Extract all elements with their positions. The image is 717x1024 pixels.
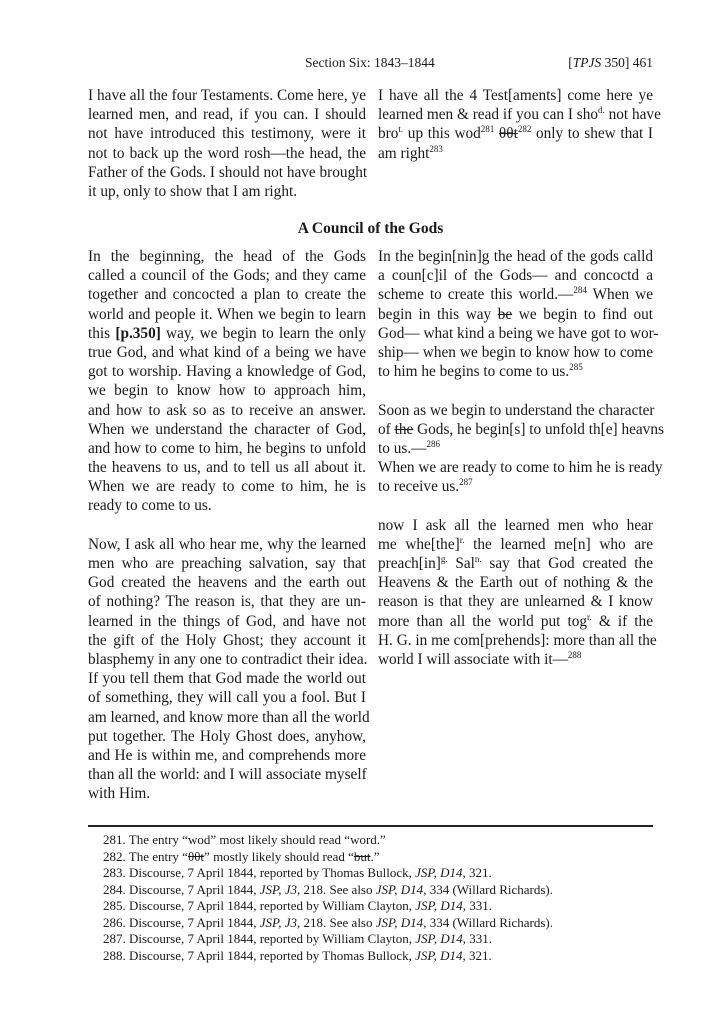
text-line xyxy=(88,362,366,381)
footnote xyxy=(103,948,553,965)
text: God created the heavens and the earth out xyxy=(88,574,366,592)
text: and how to ask so as to receive an answer. xyxy=(88,401,366,419)
text-line xyxy=(378,105,661,124)
italic-text: JSP, D14 xyxy=(415,931,463,946)
text-line xyxy=(88,688,366,707)
text: learned men, and read, if you can. I should xyxy=(88,106,366,124)
text-line xyxy=(378,247,653,266)
text-line xyxy=(88,285,366,304)
text-line xyxy=(88,305,366,324)
footnote xyxy=(103,865,553,882)
text: only to shew that I xyxy=(531,125,654,143)
text-line xyxy=(88,650,366,669)
footnote-divider xyxy=(88,825,653,827)
text-line xyxy=(378,343,653,362)
superscript: g. xyxy=(440,554,448,564)
text: H. G. in me com[prehends]: more than all the xyxy=(378,631,657,649)
superscript: t. xyxy=(398,124,404,135)
text-line xyxy=(88,708,370,727)
text: , 218. See also xyxy=(297,881,376,897)
text: When we are ready to come to him, he is xyxy=(88,478,366,496)
text: we begin to find out xyxy=(512,305,653,323)
text-line xyxy=(88,247,366,266)
paragraph xyxy=(378,86,661,163)
text: together and concocted a plan to create the xyxy=(88,286,366,304)
text: am right xyxy=(378,144,430,162)
text: Soon as we begin to understand the character xyxy=(378,401,655,419)
struck-text: the xyxy=(394,420,414,438)
text-line xyxy=(88,381,366,400)
paragraph xyxy=(378,458,663,496)
text-line xyxy=(88,631,366,650)
text: scheme to create this world.— xyxy=(378,286,574,304)
text: ” mostly likely should read “ xyxy=(204,848,354,864)
text: , 334 (Willard Richards). xyxy=(423,914,553,930)
text-line xyxy=(378,86,653,105)
text: to receive us. xyxy=(378,478,460,496)
superscript: r. xyxy=(587,611,592,622)
superscript: 281 xyxy=(480,124,495,135)
text: , 321. xyxy=(462,865,492,880)
struck-text: θθt xyxy=(187,848,205,864)
text-line xyxy=(378,266,653,285)
footnote xyxy=(103,898,553,915)
footnote xyxy=(103,915,553,932)
text: 284. Discourse, 7 April 1844, xyxy=(103,881,260,897)
text: , 321. xyxy=(462,947,492,963)
text: way, we begin to learn the only xyxy=(160,324,366,342)
text: put together. The Holy Ghost does, anyhow, xyxy=(88,727,366,745)
text-line xyxy=(88,86,366,105)
text-line xyxy=(88,727,366,746)
text: got to worship. Having a knowledge of God, xyxy=(88,363,366,381)
text: I have all the 4 Test[aments] come here ye xyxy=(378,87,653,104)
paragraph xyxy=(378,401,664,459)
text: Now, I ask all who hear me, why the learned xyxy=(88,535,366,553)
text: than all the world: and I will associate myself xyxy=(88,766,367,784)
superscript: 285 xyxy=(569,362,583,373)
text: ready to come to us. xyxy=(88,497,212,515)
text: 285. Discourse, 7 April 1844, reported by William Clayton, xyxy=(103,898,416,913)
text-line xyxy=(88,535,366,554)
paragraph xyxy=(378,247,659,381)
superscript: 282 xyxy=(517,124,532,135)
text-line xyxy=(88,592,366,611)
text-line xyxy=(378,124,653,143)
text-line xyxy=(88,439,366,458)
text-line xyxy=(88,458,366,477)
text-line xyxy=(378,285,653,304)
left-column-intro xyxy=(88,86,366,201)
superscript: 288 xyxy=(567,649,582,660)
paragraph xyxy=(88,247,366,516)
italic-text: JSP, J3 xyxy=(259,881,298,897)
text: Father of the Gods. I should not have brought xyxy=(88,163,368,181)
text: now I ask all the learned men who hear xyxy=(378,516,653,534)
text-line xyxy=(378,439,653,458)
text: 282. The entry “ xyxy=(103,848,188,864)
superscript: 283 xyxy=(429,143,443,154)
text-line xyxy=(378,362,653,381)
text-line xyxy=(88,144,366,163)
text-line xyxy=(88,496,366,515)
text-line xyxy=(88,105,366,124)
text: am learned, and know more than all the world xyxy=(88,708,370,726)
text: Heavens & the Earth out of nothing & the xyxy=(378,574,653,592)
footnote xyxy=(103,849,553,866)
text: , 331. xyxy=(462,898,492,913)
text-line xyxy=(88,477,366,496)
superscript: d. xyxy=(598,105,605,116)
text: me whe[the] xyxy=(378,535,460,553)
text: the learned me[n] who are xyxy=(464,535,654,553)
struck-text: θθt xyxy=(498,125,518,143)
text-line xyxy=(378,650,653,669)
bold-text: [p.350] xyxy=(115,324,161,342)
text: this xyxy=(88,324,116,342)
text: , 334 (Willard Richards). xyxy=(423,881,553,897)
text: to him he begins to come to us. xyxy=(378,363,570,381)
text: 286. Discourse, 7 April 1844, xyxy=(103,914,260,930)
right-column-main xyxy=(378,247,664,688)
italic-text: JSP, D14 xyxy=(375,914,424,930)
text-line xyxy=(88,266,366,285)
text-line xyxy=(88,765,366,784)
text: reason is that they are unlearned & I know xyxy=(378,593,653,611)
text: of xyxy=(378,420,395,438)
text: .” xyxy=(370,848,380,864)
text: learned in the things of God, and have not xyxy=(88,612,366,630)
text: ship— when we begin to know how to come xyxy=(378,343,653,361)
text: men who are preaching salvation, say that xyxy=(88,555,366,572)
left-column-main xyxy=(88,247,370,823)
text: If you tell them that God made the world out xyxy=(88,670,366,688)
paragraph xyxy=(88,535,370,804)
text-line xyxy=(378,535,653,554)
text: God— what kind a being we have got to wor- xyxy=(378,324,659,342)
text: not to back up the word rosh—the head, the xyxy=(88,144,366,162)
text: up this wod xyxy=(403,125,481,143)
text: world I will associate with it— xyxy=(378,650,568,668)
text-line xyxy=(88,420,366,439)
text-line xyxy=(378,516,653,535)
italic-text: JSP, D14 xyxy=(415,865,463,880)
text: a coun[c]il of the Gods— and concoctd a xyxy=(378,267,653,285)
tpjs-abbrev: TPJS xyxy=(572,55,602,70)
text-line xyxy=(88,343,366,362)
text-line xyxy=(378,458,663,477)
text: with Him. xyxy=(88,785,151,803)
text-line xyxy=(378,144,653,163)
right-column-intro xyxy=(378,86,661,163)
text: blasphemy in any one to contradict their idea. xyxy=(88,650,368,668)
text-line xyxy=(378,592,653,611)
text-line xyxy=(378,612,653,631)
text-line xyxy=(88,669,366,688)
text-line xyxy=(378,573,653,592)
text-line xyxy=(378,477,653,496)
text-line xyxy=(88,573,366,592)
footnote xyxy=(103,931,553,948)
italic-text: JSP, D14 xyxy=(375,881,424,897)
italic-text: JSP, J3 xyxy=(259,914,298,930)
text-line xyxy=(88,401,366,420)
text: When we xyxy=(586,286,654,304)
text-line xyxy=(378,401,653,420)
footnotes xyxy=(103,832,553,964)
text: 283. Discourse, 7 April 1844, reported by Thomas Bullock, xyxy=(103,865,416,880)
superscript: 286 xyxy=(426,438,440,449)
text: of something, they will call you a fool. But I xyxy=(88,689,366,707)
text: preach[in] xyxy=(378,555,441,572)
text-line xyxy=(378,631,657,650)
text: the heavens to us, and to tell us all about it. xyxy=(88,459,366,477)
text: it up, only to show that I am right. xyxy=(88,182,298,200)
text-line xyxy=(378,420,664,439)
text: In the beginning, the head of the Gods xyxy=(88,248,366,265)
running-header-page-ref xyxy=(568,55,653,71)
text-line xyxy=(88,784,366,803)
section-heading: A Council of the Gods xyxy=(297,220,444,237)
footnote xyxy=(103,882,553,899)
text: begin in this way xyxy=(378,305,498,323)
text: not have xyxy=(604,106,661,124)
text: and He is within me, and comprehends more xyxy=(88,746,366,764)
footnote xyxy=(103,832,553,849)
text-line xyxy=(88,163,366,182)
text: to us.— xyxy=(378,439,427,457)
text: When we are ready to come to him he is ready xyxy=(378,459,663,477)
text: not have introduced this testimony, were it xyxy=(88,125,366,143)
text: the gift of the Holy Ghost; they account it xyxy=(88,631,366,649)
bracket: [ xyxy=(568,55,573,70)
text-line xyxy=(88,324,366,343)
text: learned men & read if you can I sho xyxy=(378,106,599,124)
text: , 218. See also xyxy=(297,914,376,930)
superscript: 287 xyxy=(459,477,473,488)
text: and how to come to him, he begins to unfold xyxy=(88,439,366,457)
italic-text: JSP, D14 xyxy=(415,947,463,963)
superscript: n. xyxy=(474,554,482,564)
text: Sal xyxy=(447,555,475,572)
text-line xyxy=(88,612,366,631)
text: world and people it. When we begin to learn xyxy=(88,305,366,323)
text: bro xyxy=(378,125,399,143)
paragraph xyxy=(378,516,657,670)
page-number: 350] 461 xyxy=(601,55,653,70)
italic-text: JSP, D14 xyxy=(415,898,463,913)
text-line xyxy=(378,305,653,324)
text: we begin to know how to approach him, xyxy=(88,382,366,400)
text: & if the xyxy=(591,612,653,630)
paragraph xyxy=(88,86,366,201)
text: say that God created the xyxy=(481,555,653,572)
text: true God, and what kind of a being we have xyxy=(88,343,366,361)
text: In the begin[nin]g the head of the gods calld xyxy=(378,248,653,265)
text: 287. Discourse, 7 April 1844, reported by William Clayton, xyxy=(103,931,416,946)
text: 288. Discourse, 7 April 1844, reported by Thomas Bullock, xyxy=(103,947,416,963)
text-line xyxy=(88,124,366,143)
superscript: r. xyxy=(459,534,465,545)
text: When we understand the character of God, xyxy=(88,420,366,438)
text: 281. The entry “wod” most likely should read “word.” xyxy=(103,832,386,847)
running-header-section: Section Six: 1843–1844 xyxy=(305,55,435,70)
text: called a council of the Gods; and they came xyxy=(88,267,366,285)
text-line xyxy=(88,746,366,765)
text-line xyxy=(88,182,366,201)
text: I have all the four Testaments. Come here, ye xyxy=(88,87,366,104)
struck-text: be xyxy=(497,305,513,323)
text-line xyxy=(378,554,653,573)
text: more than all the world put tog xyxy=(378,612,588,630)
text: of nothing? The reason is, that they are un- xyxy=(88,593,366,611)
superscript: 284 xyxy=(573,285,587,296)
text-line xyxy=(378,324,659,343)
struck-text: but xyxy=(353,848,371,864)
text: , 331. xyxy=(462,931,492,946)
text-line xyxy=(88,554,366,573)
text: Gods, he begin[s] to unfold th[e] heavns xyxy=(413,420,664,438)
